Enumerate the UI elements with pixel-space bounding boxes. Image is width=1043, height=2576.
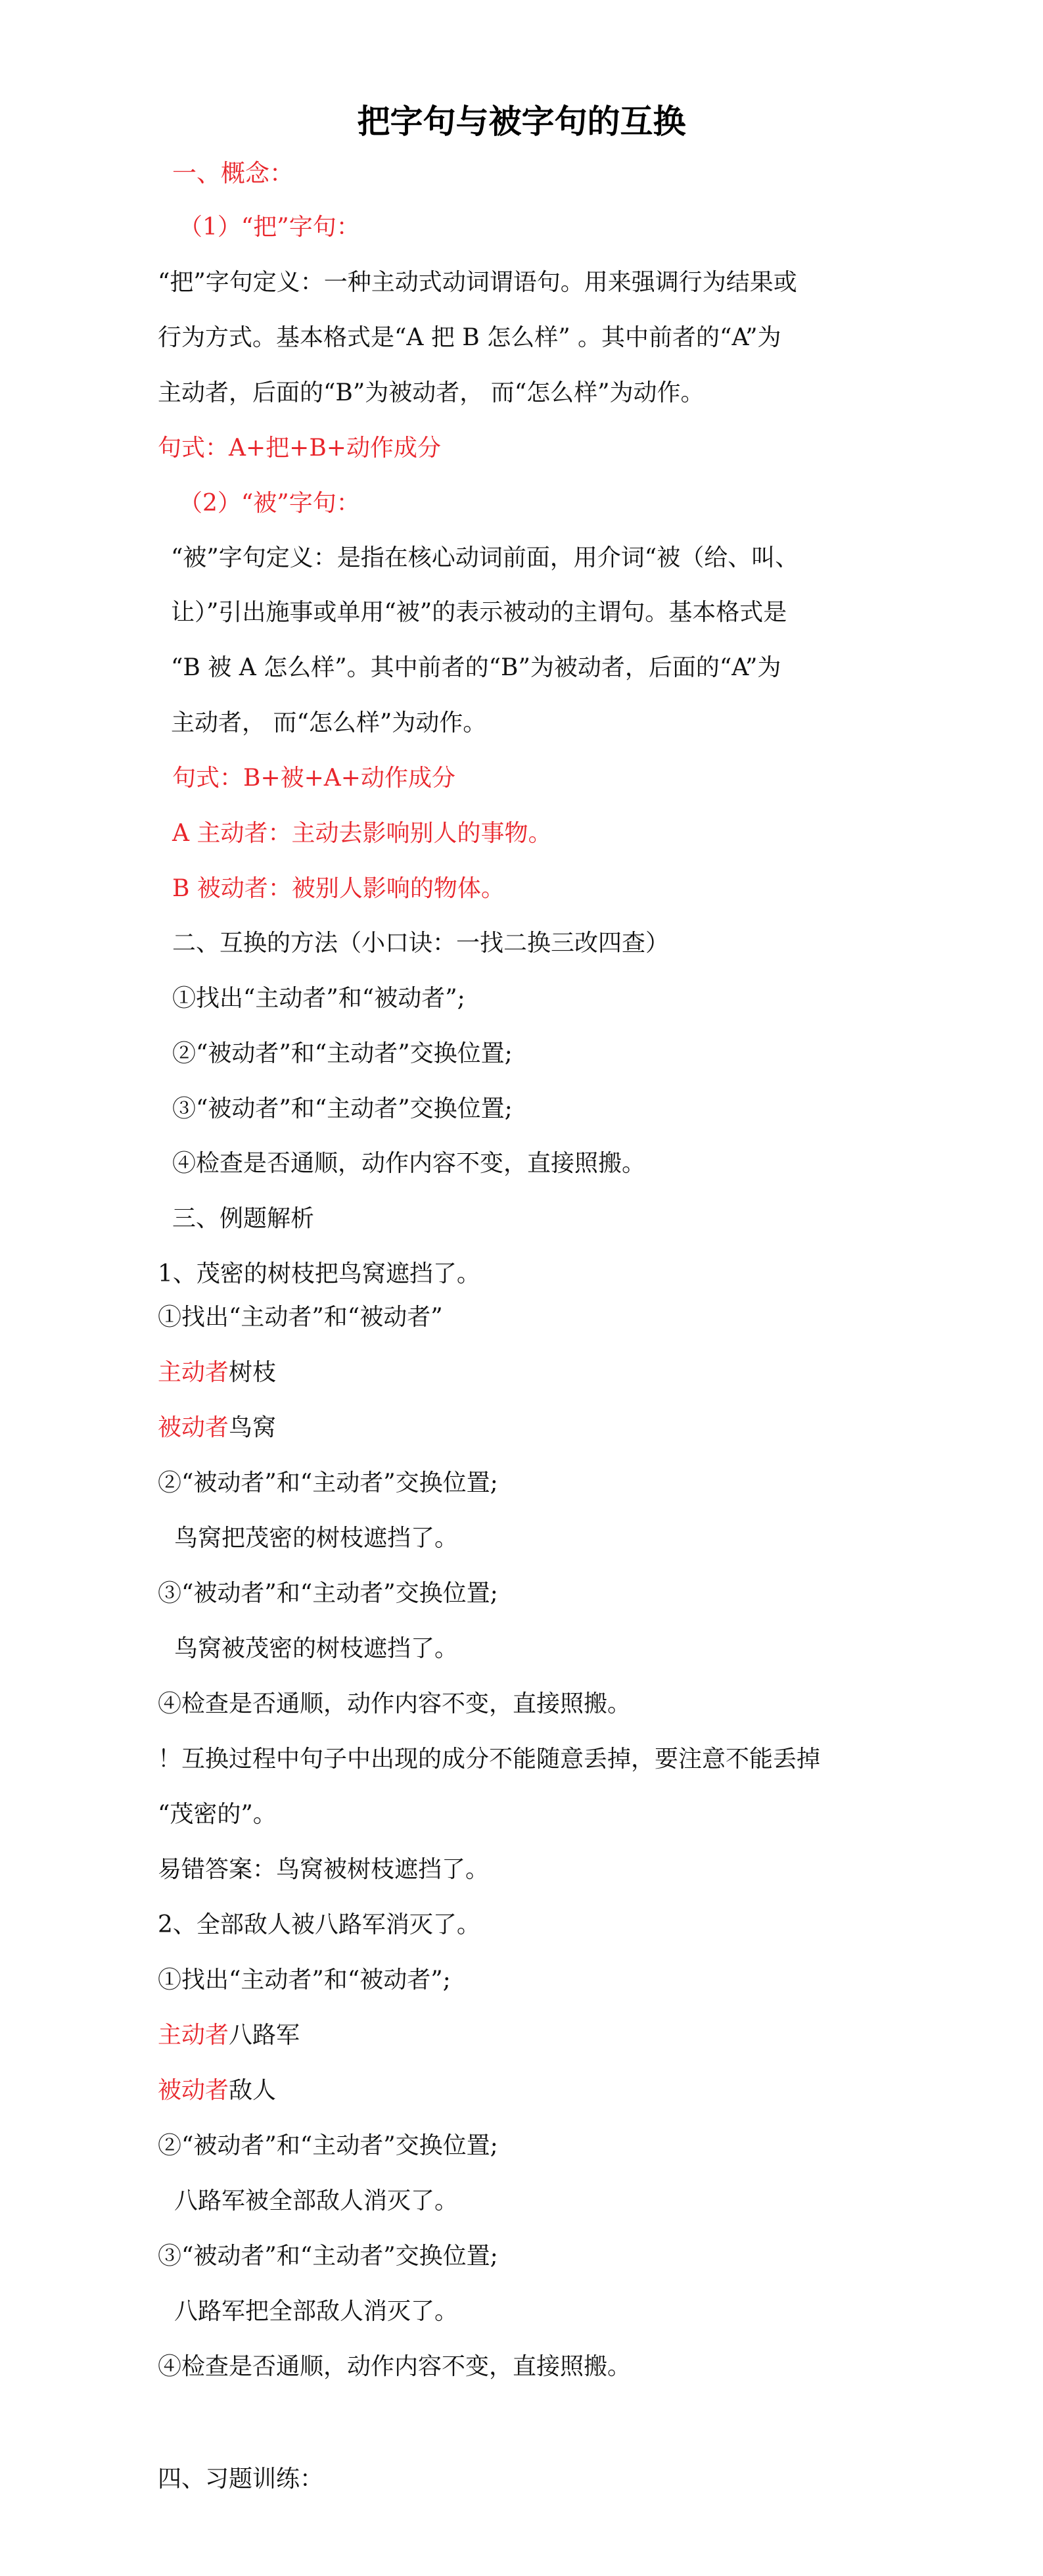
bei-definition-line: “B 被 A 怎么样”。其中前者的“B”为被动者，后面的“A”为 bbox=[171, 654, 781, 681]
section-heading-method: 二、互换的方法（小口诀：一找二换三改四查） bbox=[172, 930, 670, 957]
bei-definition-line: 主动者， 而“怎么样”为动作。 bbox=[171, 709, 487, 736]
agent-label: 主动者 bbox=[158, 2022, 229, 2049]
example2-step4: ④检查是否通顺，动作内容不变，直接照搬。 bbox=[158, 2353, 632, 2380]
example2-step1: ①找出“主动者”和“被动者”; bbox=[158, 1967, 451, 1993]
agent-label: 主动者 bbox=[158, 1359, 229, 1386]
example1-step1: ①找出“主动者”和“被动者” bbox=[158, 1304, 443, 1331]
method-step: ②“被动者”和“主动者”交换位置; bbox=[172, 1040, 513, 1067]
example2-sentence: 2、全部敌人被八路军消灭了。 bbox=[158, 1911, 480, 1938]
agent-definition: A 主动者：主动去影响别人的事物。 bbox=[172, 820, 552, 847]
example2-result2: 八路军被全部敌人消灭了。 bbox=[174, 2187, 459, 2214]
example2-result3: 八路军把全部敌人消灭了。 bbox=[174, 2298, 459, 2325]
example1-patient-line bbox=[158, 1411, 276, 1445]
example1-sentence: 1、茂密的树枝把鸟窝遮挡了。 bbox=[158, 1260, 480, 1287]
ba-definition-line: 行为方式。基本格式是“A 把 B 怎么样” 。其中前者的“A”为 bbox=[158, 324, 781, 351]
example1-wrong-answer: 易错答案：鸟窝被树枝遮挡了。 bbox=[158, 1856, 490, 1883]
example1-agent-line bbox=[158, 1356, 276, 1390]
example1-note-continued: “茂密的”。 bbox=[158, 1801, 277, 1828]
section-heading-concepts: 一、概念： bbox=[172, 159, 294, 187]
method-step: ③“被动者”和“主动者”交换位置; bbox=[172, 1095, 513, 1122]
example2-step3: ③“被动者”和“主动者”交换位置; bbox=[158, 2243, 498, 2270]
section-heading-exercises: 四、习题训练： bbox=[158, 2466, 324, 2493]
patient-value: 敌人 bbox=[229, 2077, 277, 2104]
ba-definition-line: 主动者，后面的“B”为被动者， 而“怎么样”为动作。 bbox=[158, 379, 705, 406]
patient-value: 鸟窝 bbox=[229, 1414, 277, 1441]
bei-definition-line: “被”字句定义：是指在核心动词前面，用介词“被（给、叫、 bbox=[171, 544, 799, 571]
subheading-bei-sentence: （2）“被”字句： bbox=[179, 490, 360, 517]
example2-patient-line bbox=[158, 2074, 276, 2108]
ba-definition-line: “把”字句定义：一种主动式动词谓语句。用来强调行为结果或 bbox=[158, 269, 797, 296]
example1-step4: ④检查是否通顺，动作内容不变，直接照搬。 bbox=[158, 1690, 632, 1717]
example1-result3: 鸟窝被茂密的树枝遮挡了。 bbox=[174, 1635, 459, 1662]
method-step: ①找出“主动者”和“被动者”; bbox=[172, 985, 465, 1012]
example1-step3: ③“被动者”和“主动者”交换位置; bbox=[158, 1580, 498, 1607]
patient-label: 被动者 bbox=[158, 1414, 229, 1441]
section-heading-examples: 三、例题解析 bbox=[172, 1205, 315, 1232]
patient-definition: B 被动者：被别人影响的物体。 bbox=[172, 875, 505, 902]
method-step: ④检查是否通顺，动作内容不变，直接照搬。 bbox=[172, 1150, 646, 1177]
bei-definition-line: 让）”引出施事或单用“被”的表示被动的主谓句。基本格式是 bbox=[171, 599, 787, 626]
example1-note: ！互换过程中句子中出现的成分不能随意丢掉，要注意不能丢掉 bbox=[158, 1746, 821, 1773]
example1-step2: ②“被动者”和“主动者”交换位置; bbox=[158, 1469, 498, 1496]
patient-label: 被动者 bbox=[158, 2077, 229, 2104]
example2-agent-line bbox=[158, 2018, 300, 2053]
example2-step2: ②“被动者”和“主动者”交换位置; bbox=[158, 2132, 498, 2159]
subheading-ba-sentence: （1）“把”字句： bbox=[179, 214, 360, 241]
agent-value: 八路军 bbox=[229, 2022, 300, 2049]
page-title: 把字句与被字句的互换 bbox=[357, 103, 686, 141]
ba-pattern: 句式：A+把+B+动作成分 bbox=[158, 435, 441, 462]
example1-result2: 鸟窝把茂密的树枝遮挡了。 bbox=[174, 1525, 459, 1552]
bei-pattern: 句式：B+被+A+动作成分 bbox=[172, 765, 455, 792]
agent-value: 树枝 bbox=[229, 1359, 277, 1386]
